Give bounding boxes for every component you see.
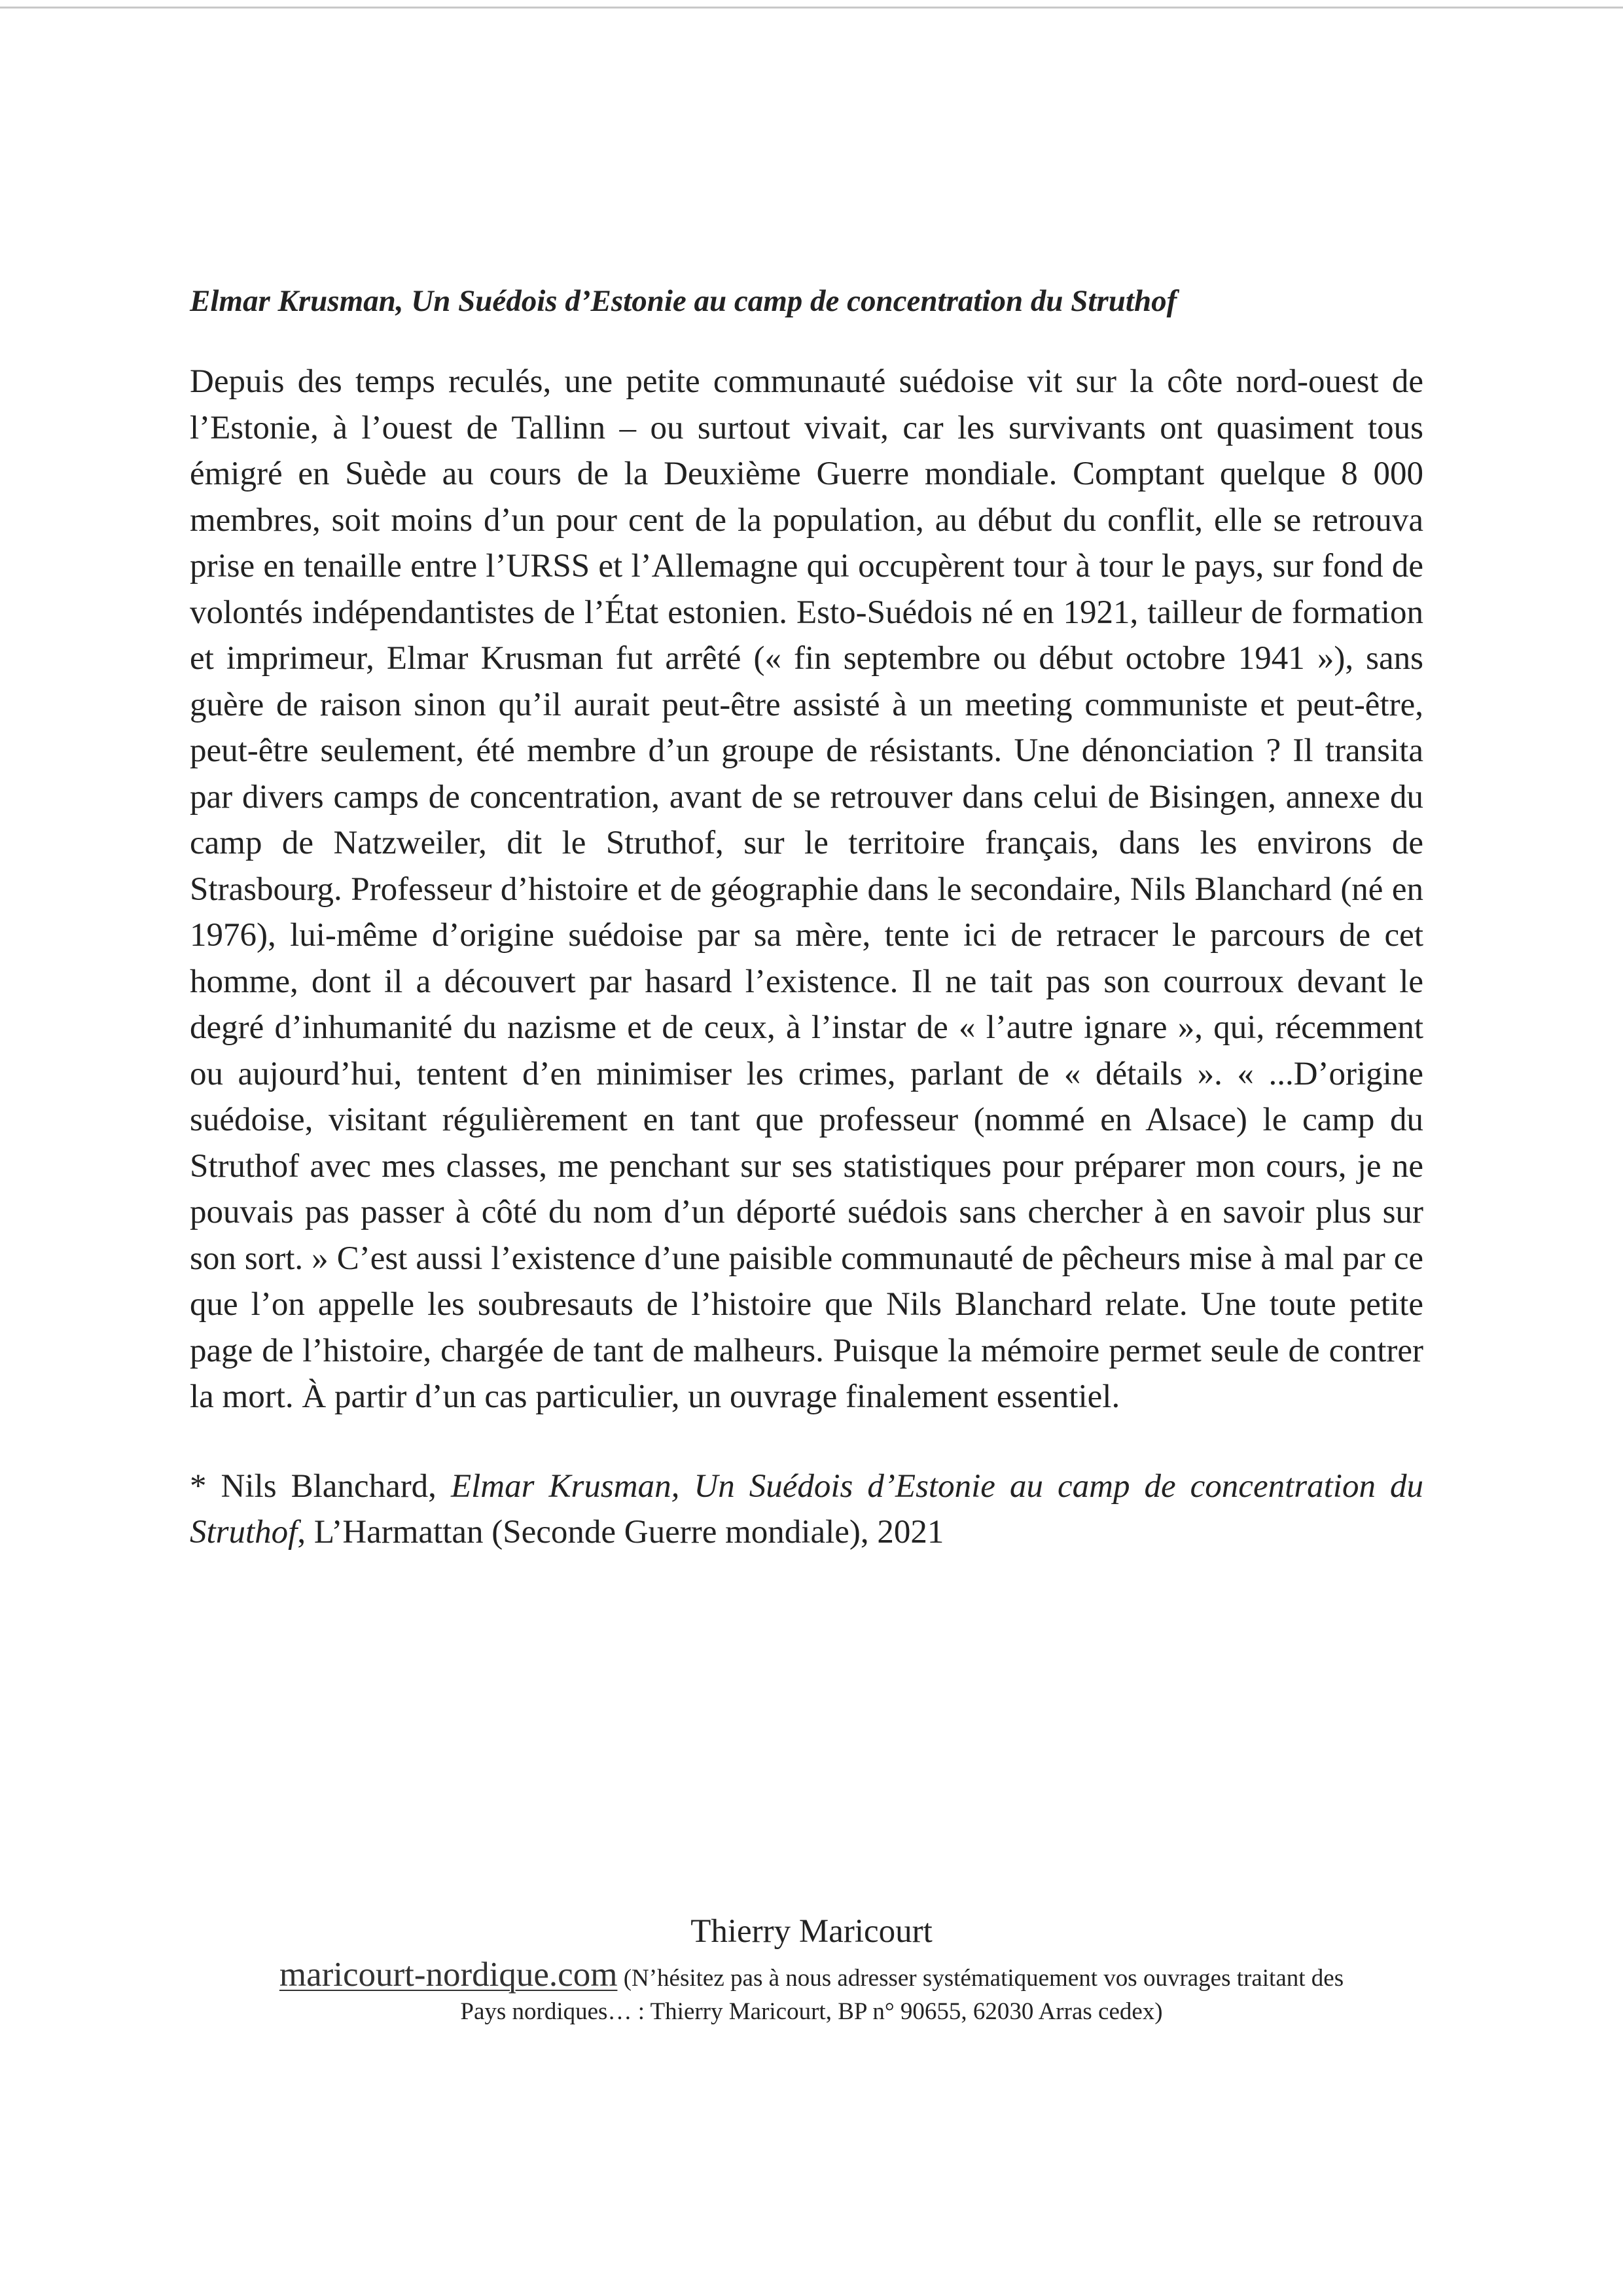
article-title: Elmar Krusman, Un Suédois d’Estonie au camp de concentration du Struthof — [190, 284, 1177, 318]
scan-top-edge — [0, 7, 1623, 9]
footer — [0, 1957, 1623, 2028]
note-book-title: Elmar Krusman, Un Suédois d’Estonie au camp de concentration du Struthof — [190, 1467, 1423, 1551]
article-body: Depuis des temps reculés, une petite communauté suédoise vit sur la côte nord-ouest de l’Estonie, à l’ouest de Tallinn – ou surtout vivait, car les survivants ont quasiment tous émigré en Suède au cours de la Deuxième Guerre mondiale. Comptant quelque 8 000 membres, soit moins d’un pour cent de la population, au début du conflit, elle se retrouva prise en tenaille entre l’URSS et l’Allemagne qui occupèrent tour à tour le pays, sur fond de volontés indépendantistes de l’État estonien. Esto-Suédois né en 1921, tailleur de formation et imprimeur, Elmar Krusman fut arrêté (« fin septembre ou début octobre 1941 »), sans guère de raison sinon qu’il aurait peut-être assisté à un meeting communiste et peut-être, peut-être seulement, été membre d’un groupe de résistants. Une dénonciation ? Il transita par divers camps de concentration, avant de se retrouver dans celui de Bisingen, annexe du camp de Natzweiler, dit le Struthof, sur le territoire français, dans les environs de Strasbourg. Professeur d’histoire et de géographie dans le secondaire, Nils Blanchard (né en 1976), lui-même d’origine suédoise par sa mère, tente ici de retracer le parcours de cet homme, dont il a découvert par hasard l’existence. Il ne tait pas son courroux devant le degré d’inhumanité du nazisme et de ceux, à l’instar de « l’autre ignare », qui, récemment ou aujourd’hui, tentent d’en minimiser les crimes, parlant de « détails ». « ...D’origine suédoise, visitant régulièrement en tant que professeur (nommé en Alsace) le camp du Struthof avec mes classes, me penchant sur ses statistiques pour préparer mon cours, je ne pouvais pas passer à côté du nom d’un déporté suédois sans chercher à en savoir plus sur son sort. » C’est aussi l’existence d’une paisible communauté de pêcheurs mise à mal par ce que l’on appelle les soubresauts de l’histoire que Nils Blanchard relate. Une toute petite page de l’histoire, chargée de tant de malheurs. Puisque la mémoire permet seule de contrer la mort. À partir d’un cas particulier, un ouvrage finalement essentiel. — [190, 363, 1423, 1415]
footer-notice-line2: Pays nordiques… : Thierry Maricourt, BP n° 90655, 62030 Arras cedex) — [460, 1998, 1163, 2025]
website-link[interactable]: maricourt-nordique.com — [279, 1956, 618, 1994]
review-article — [190, 281, 1423, 1555]
note-publisher: , L’Harmattan (Seconde Guerre mondiale), 2021 — [297, 1513, 944, 1551]
note-prefix: * Nils Blanchard, — [190, 1467, 451, 1505]
footer-notice-line1: (N’hésitez pas à nous adresser systématiquement vos ouvrages traitant des — [617, 1965, 1344, 1992]
author-signature: Thierry Maricourt — [690, 1913, 933, 1950]
bibliographic-note — [190, 1463, 1423, 1555]
